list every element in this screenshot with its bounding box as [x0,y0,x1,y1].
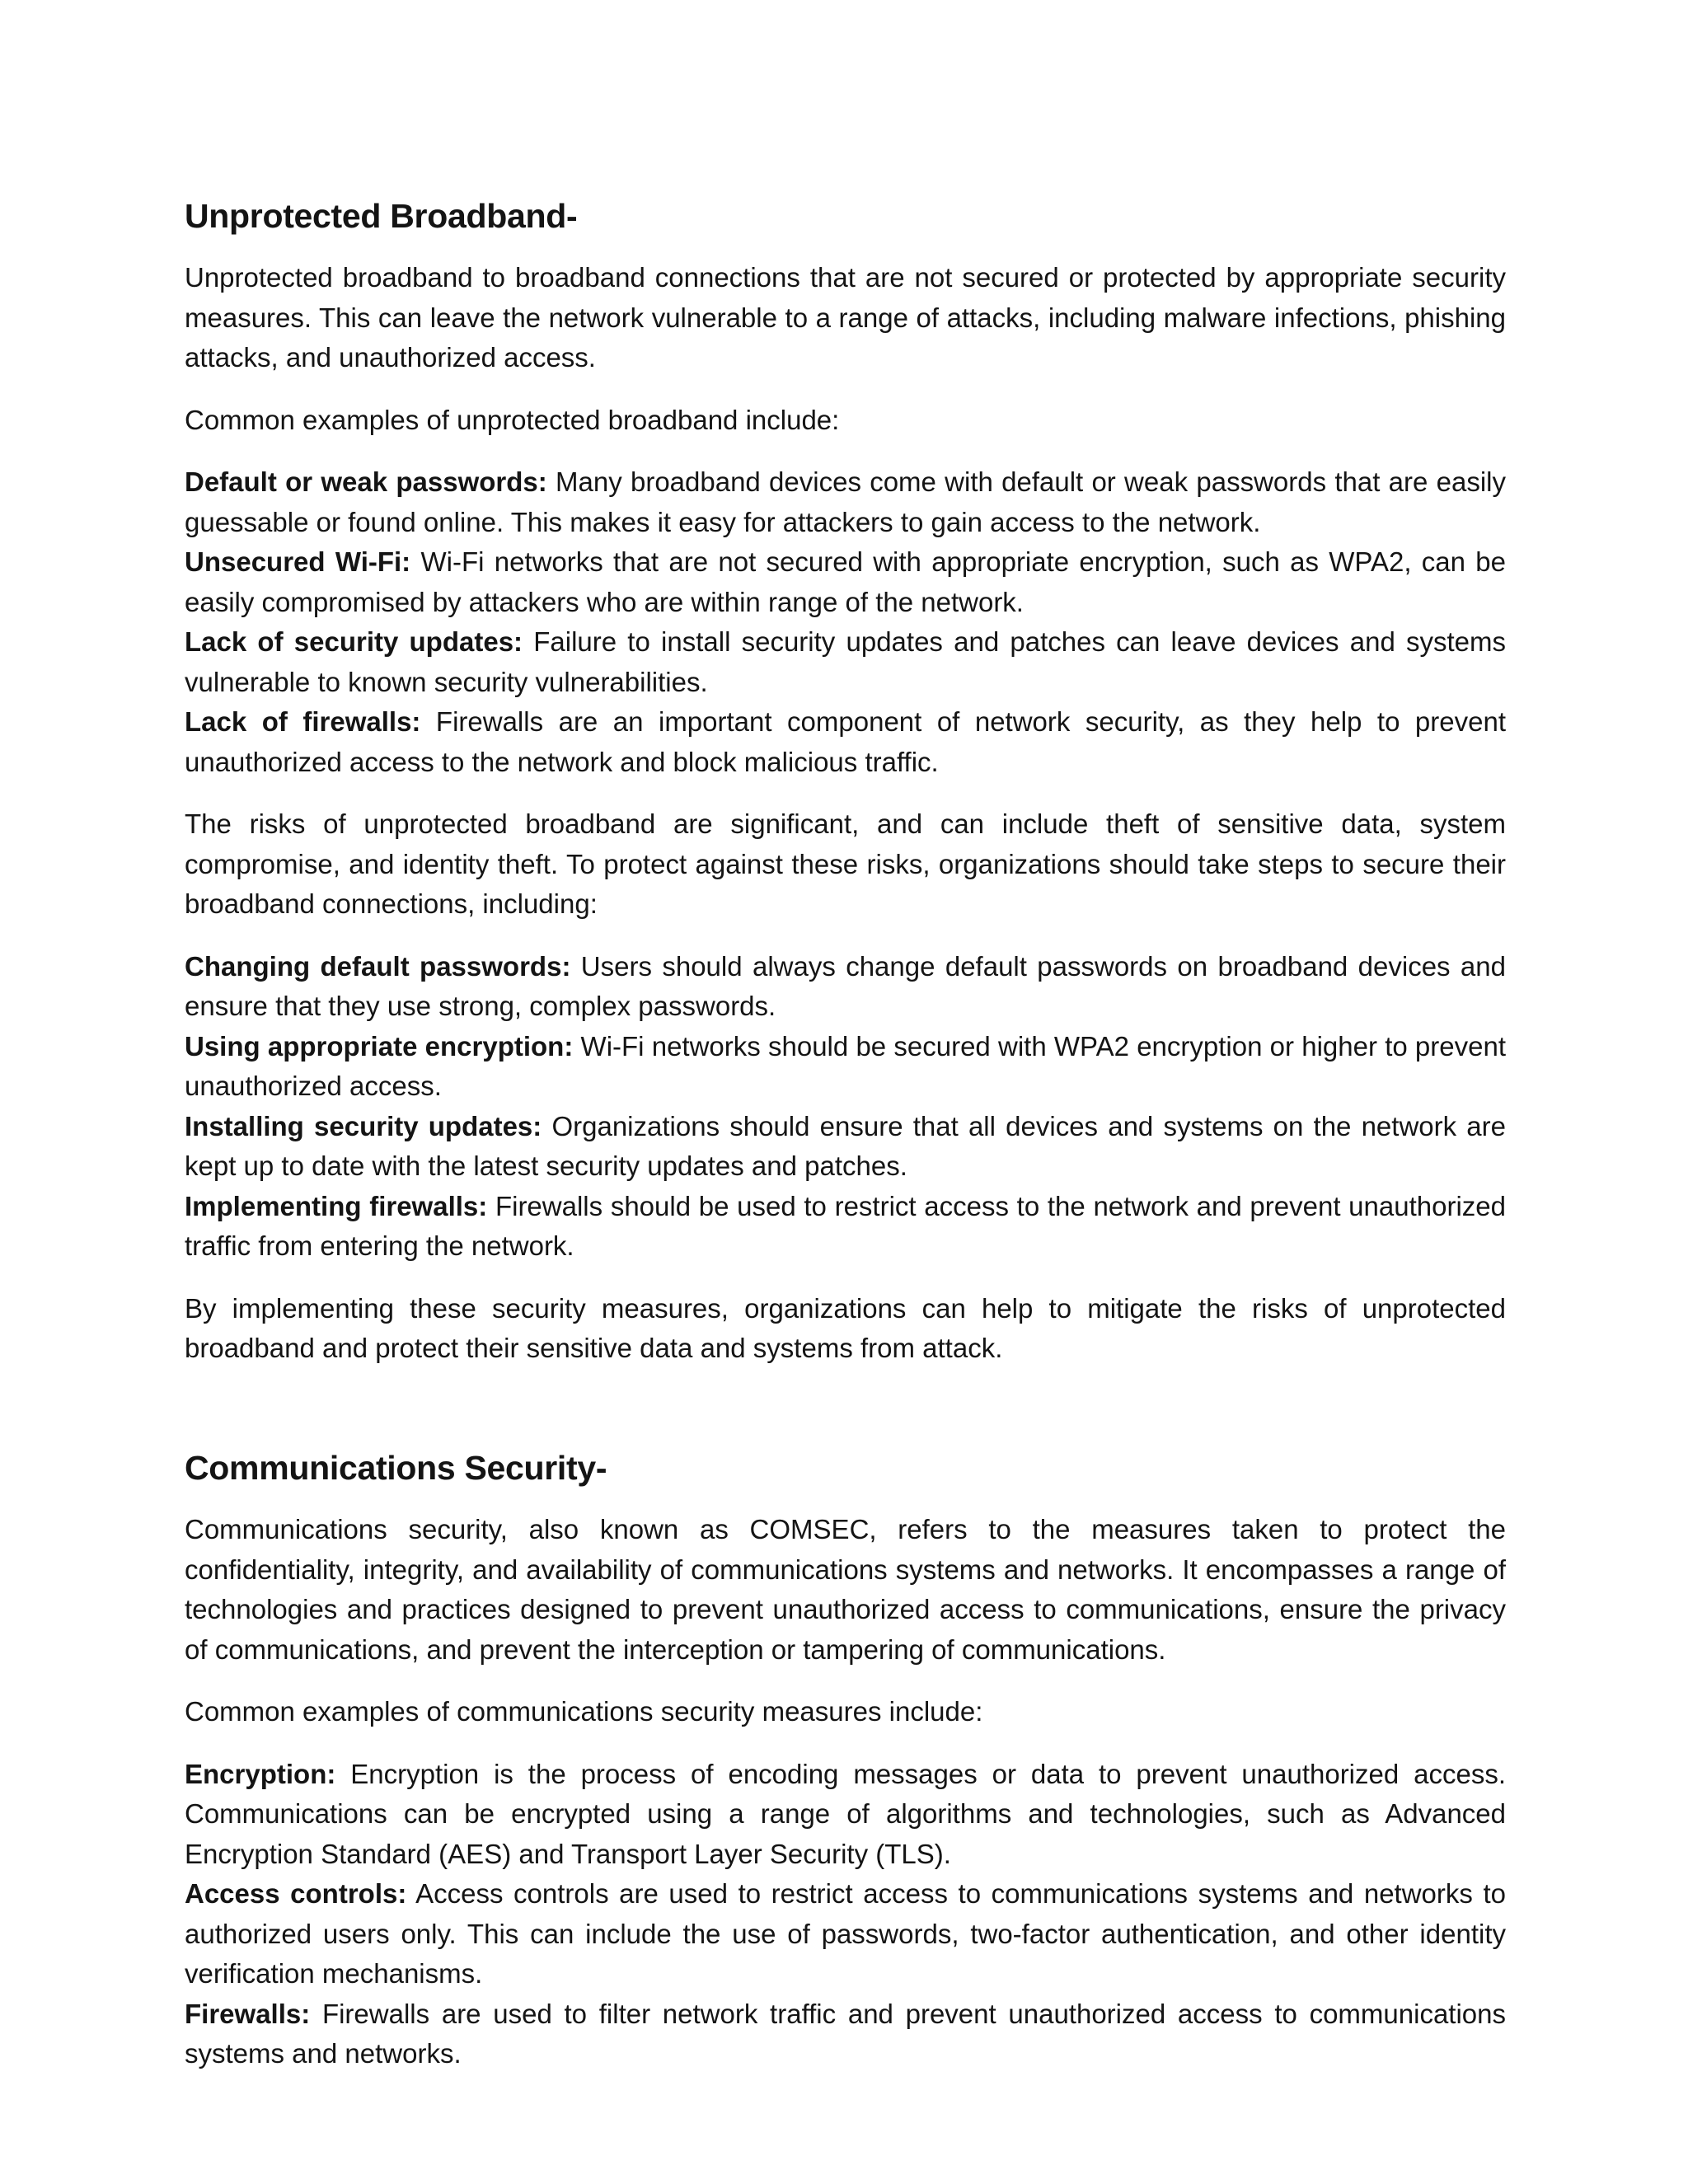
list-item [185,1107,1506,1187]
item-term: Changing default passwords: [185,950,571,982]
list-item [185,1755,1506,1875]
item-term: Encryption: [185,1758,336,1789]
list-item [185,1874,1506,1994]
item-term: Installing security updates: [185,1110,542,1141]
item-term: Lack of firewalls: [185,706,421,738]
section-heading-unprotected-broadband: Unprotected Broadband- [185,197,578,235]
item-term: Access controls: [185,1878,407,1910]
steps-list [185,947,1506,1267]
list-item [185,462,1506,542]
examples-list [185,1755,1506,2074]
list-item [185,622,1506,702]
list-item [185,702,1506,782]
section-communications-security [185,1446,1506,2074]
paragraph-conclusion: By implementing these security measures, organizations can help to mitigate the risks of unprotected broadband and protect their sensitive data and systems from attack. [185,1292,1506,1364]
item-term: Firewalls: [185,1998,311,2029]
list-item [185,1187,1506,1267]
paragraph-examples-lead: Common examples of communications security measures include: [185,1696,983,1727]
list-item [185,947,1506,1027]
item-term: Using appropriate encryption: [185,1030,574,1062]
list-item [185,1027,1506,1107]
item-text: Many broadband devices come with default or weak passwords that are easily guessable or found online. This makes it easy for attackers to gain access to the network. [185,466,1506,537]
item-term: Lack of security updates: [185,626,523,658]
item-text: Firewalls are used to filter network traffic and prevent unauthorized access to communications systems and networks. [185,1998,1506,2069]
paragraph-risks: The risks of unprotected broadband are significant, and can include theft of sensitive data, system compromise, and identity theft. To protect against these risks, organizations should take steps to secure their broadband connections, including: [185,808,1506,920]
section-heading-communications-security: Communications Security- [185,1448,607,1487]
document-page [185,194,1506,2097]
item-term: Implementing firewalls: [185,1190,488,1221]
paragraph-examples-lead: Common examples of unprotected broadband include: [185,404,840,435]
item-text: Wi-Fi networks that are not secured with appropriate encryption, such as WPA2, can be easily compromised by attackers who are within range of the network. [185,546,1506,617]
item-term: Unsecured Wi-Fi: [185,546,411,578]
item-term: Default or weak passwords: [185,466,547,498]
list-item [185,1994,1506,2074]
item-text: Access controls are used to restrict access to communications systems and networks to authorized users only. This can include the use of passwords, two-factor authentication, and other identity verification mechanisms. [185,1878,1506,1990]
item-text: Organizations should ensure that all devices and systems on the network are kept up to date with the latest security updates and patches. [185,1110,1506,1182]
paragraph-intro: Unprotected broadband to broadband connections that are not secured or protected by appropriate security measures. This can leave the network vulnerable to a range of attacks, including malware infections, phishing attacks, and unauthorized access. [185,262,1506,373]
item-text: Encryption is the process of encoding messages or data to prevent unauthorized access. Communications can be encrypted using a range of algorithms and technologies, such as Advanced Encryption Standard (AES) and Transport Layer Security (TLS). [185,1758,1506,1869]
item-text: Wi-Fi networks should be secured with WPA2 encryption or higher to prevent unauthorized access. [185,1030,1506,1102]
item-text: Firewalls are an important component of network security, as they help to prevent unauthorized access to the network and block malicious traffic. [185,706,1506,777]
item-text: Firewalls should be used to restrict access to the network and prevent unauthorized traffic from entering the network. [185,1190,1506,1262]
item-text: Users should always change default passwords on broadband devices and ensure that they use strong, complex passwords. [185,950,1506,1022]
item-text: Failure to install security updates and patches can leave devices and systems vulnerable to known security vulnerabilities. [185,626,1507,697]
paragraph-intro: Communications security, also known as COMSEC, refers to the measures taken to protect the confidentiality, integrity, and availability of communications systems and networks. It encompasses a range of technologies and practices designed to prevent unauthorized access to communications, ensure the privacy of communications, and prevent the interception or tampering of communications. [185,1514,1506,1665]
examples-list [185,462,1506,782]
list-item [185,542,1506,622]
